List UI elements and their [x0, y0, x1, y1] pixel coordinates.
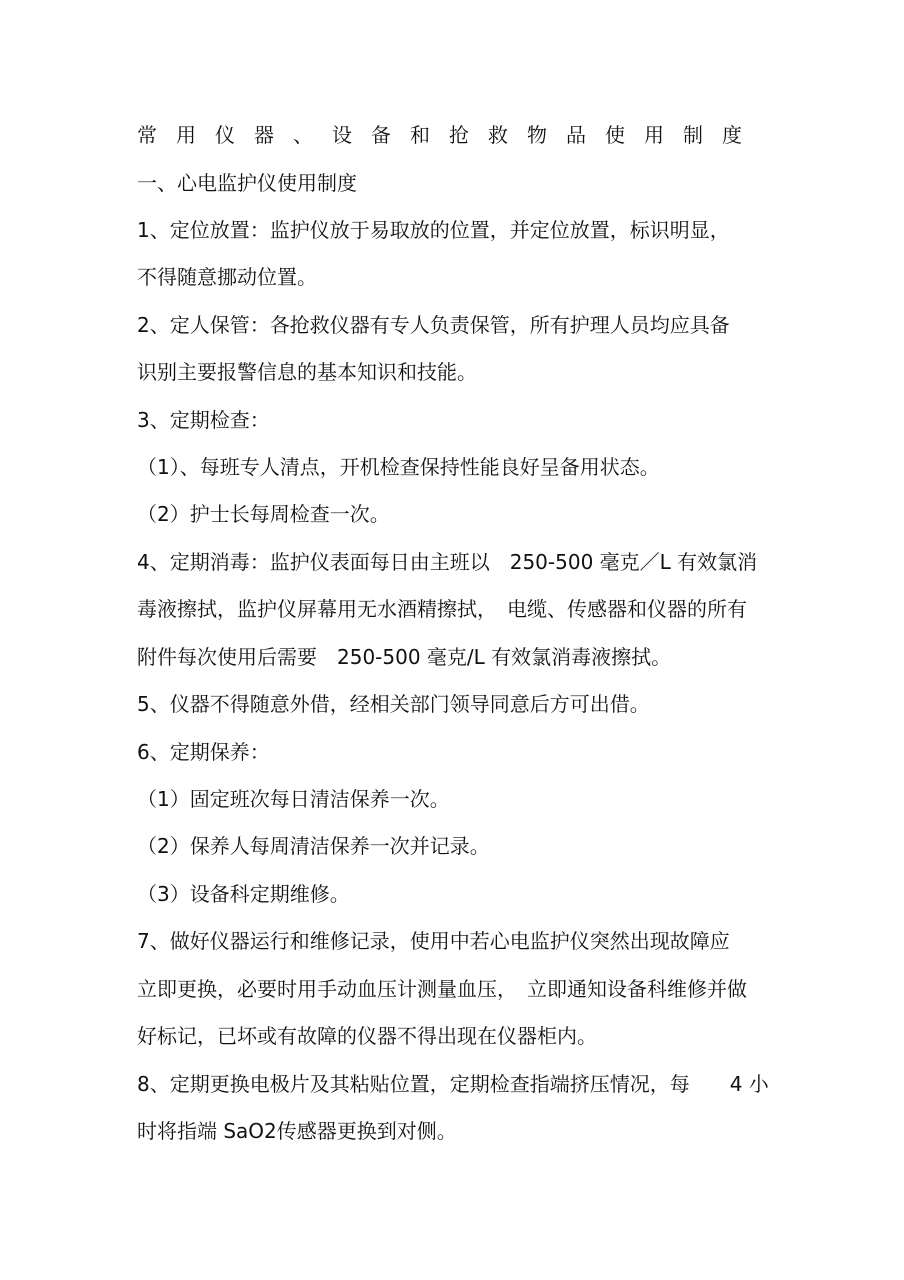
text-line: 立即更换，必要时用手动血压计测量血压， 立即通知设备科维修并做	[137, 977, 747, 1001]
text-line: （2）护士长每周检查一次。	[137, 502, 390, 526]
text-line: （1）、每班专人清点，开机检查保持性能良好呈备用状态。	[137, 455, 660, 479]
section-heading: 一、心电监护仪使用制度	[137, 171, 357, 195]
text-line: 识别主要报警信息的基本知识和技能。	[137, 360, 477, 384]
text-line: 好标记，已坏或有故障的仪器不得出现在仪器柜内。	[137, 1024, 597, 1048]
text-line: 8、定期更换电极片及其粘贴位置，定期检查指端挤压情况，每 4 小	[137, 1072, 769, 1096]
text-line: 不得随意挪动位置。	[137, 265, 317, 289]
text-line: 2、定人保管：各抢救仪器有专人负责保管，所有护理人员均应具备	[137, 313, 730, 337]
text-line: 附件每次使用后需要 250-500 毫克/L 有效氯消毒液擦拭。	[137, 645, 672, 669]
text-line: （3）设备科定期维修。	[137, 882, 350, 906]
text-line: 1、定位放置：监护仪放于易取放的位置，并定位放置，标识明显，	[137, 218, 730, 242]
text-line: 3、定期检查：	[137, 408, 270, 432]
text-line: 6、定期保养：	[137, 740, 270, 764]
text-line: 5、仪器不得随意外借，经相关部门领导同意后方可出借。	[137, 692, 650, 716]
text-line: 时将指端 SaO2传感器更换到对侧。	[137, 1119, 457, 1143]
text-line: （2）保养人每周清洁保养一次并记录。	[137, 834, 490, 858]
text-line: 4、定期消毒：监护仪表面每日由主班以 250-500 毫克／L 有效氯消	[137, 550, 758, 574]
text-line: 毒液擦拭，监护仪屏幕用无水酒精擦拭， 电缆、传感器和仪器的所有	[137, 597, 747, 621]
text-line: （1）固定班次每日清洁保养一次。	[137, 787, 450, 811]
text-line: 7、做好仪器运行和维修记录，使用中若心电监护仪突然出现故障应	[137, 929, 730, 953]
document-title: 常用仪器、设备和抢救物品使用制度	[137, 123, 761, 147]
